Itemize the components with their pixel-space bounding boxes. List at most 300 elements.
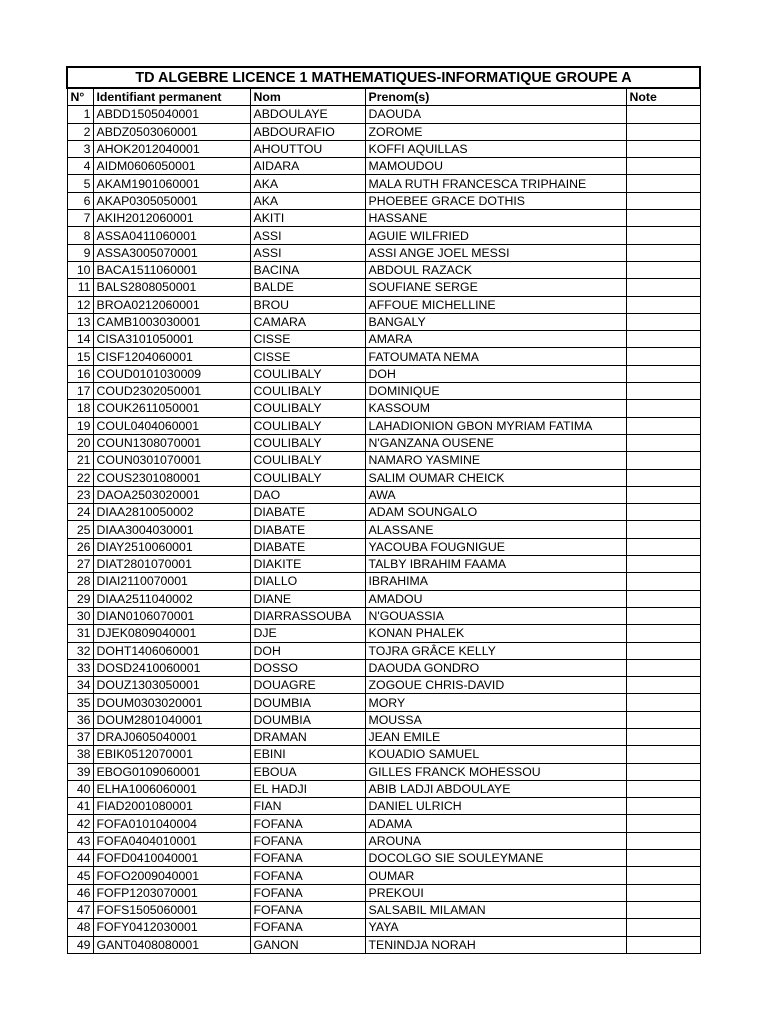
student-note[interactable] <box>626 140 700 157</box>
student-nom: DIAKITE <box>250 556 365 573</box>
student-note[interactable] <box>626 365 700 382</box>
row-number: 45 <box>67 867 93 884</box>
student-note[interactable] <box>626 261 700 278</box>
student-prenom: LAHADIONION GBON MYRIAM FATIMA <box>365 417 626 434</box>
student-id: AHOK2012040001 <box>93 140 250 157</box>
student-id: AKAM1901060001 <box>93 175 250 192</box>
student-id: CAMB1003030001 <box>93 313 250 330</box>
table-row <box>67 677 700 694</box>
student-nom: EL HADJI <box>250 780 365 797</box>
student-prenom: PREKOUI <box>365 884 626 901</box>
table-row <box>67 158 700 175</box>
row-number: 35 <box>67 694 93 711</box>
student-note[interactable] <box>626 728 700 745</box>
row-number: 26 <box>67 538 93 555</box>
student-prenom: IBRAHIMA <box>365 573 626 590</box>
row-number: 46 <box>67 884 93 901</box>
student-nom: DOSSO <box>250 659 365 676</box>
student-nom: AIDARA <box>250 158 365 175</box>
student-note[interactable] <box>626 884 700 901</box>
table-row <box>67 884 700 901</box>
student-id: COUL0404060001 <box>93 417 250 434</box>
row-number: 1 <box>67 106 93 123</box>
student-id: DAOA2503020001 <box>93 486 250 503</box>
student-note[interactable] <box>626 123 700 140</box>
row-number: 36 <box>67 711 93 728</box>
row-number: 12 <box>67 296 93 313</box>
student-id: COUS2301080001 <box>93 469 250 486</box>
student-note[interactable] <box>626 279 700 296</box>
student-id: COUN0301070001 <box>93 452 250 469</box>
table-row <box>67 936 700 953</box>
student-id: DIAA3004030001 <box>93 521 250 538</box>
table-row <box>67 175 700 192</box>
table-row <box>67 867 700 884</box>
student-nom: DAO <box>250 486 365 503</box>
student-prenom: ZOROME <box>365 123 626 140</box>
row-number: 47 <box>67 901 93 918</box>
student-nom: FIAN <box>250 798 365 815</box>
row-number: 19 <box>67 417 93 434</box>
table-row <box>67 227 700 244</box>
header-id: Identifiant permanent <box>93 88 250 106</box>
table-row <box>67 417 700 434</box>
student-id: COUD2302050001 <box>93 383 250 400</box>
student-table <box>66 66 701 954</box>
row-number: 33 <box>67 659 93 676</box>
table-row <box>67 244 700 261</box>
row-number: 22 <box>67 469 93 486</box>
student-note[interactable] <box>626 746 700 763</box>
student-nom: COULIBALY <box>250 434 365 451</box>
student-prenom: MAMOUDOU <box>365 158 626 175</box>
student-nom: DOUAGRE <box>250 677 365 694</box>
table-row <box>67 434 700 451</box>
student-nom: COULIBALY <box>250 417 365 434</box>
table-row <box>67 919 700 936</box>
row-number: 4 <box>67 158 93 175</box>
student-nom: GANON <box>250 936 365 953</box>
student-prenom: KOFFI AQUILLAS <box>365 140 626 157</box>
table-row <box>67 625 700 642</box>
student-id: DJEK0809040001 <box>93 625 250 642</box>
student-id: DOSD2410060001 <box>93 659 250 676</box>
student-nom: DOUMBIA <box>250 711 365 728</box>
student-note[interactable] <box>626 607 700 624</box>
student-note[interactable] <box>626 296 700 313</box>
row-number: 25 <box>67 521 93 538</box>
student-prenom: BANGALY <box>365 313 626 330</box>
row-number: 31 <box>67 625 93 642</box>
student-id: FOFP1203070001 <box>93 884 250 901</box>
student-note[interactable] <box>626 832 700 849</box>
student-nom: ASSI <box>250 227 365 244</box>
student-note[interactable] <box>626 556 700 573</box>
student-prenom: MALA RUTH FRANCESCA TRIPHAINE <box>365 175 626 192</box>
student-id: DIAA2810050002 <box>93 504 250 521</box>
student-id: COUK2611050001 <box>93 400 250 417</box>
student-note[interactable] <box>626 486 700 503</box>
student-nom: EBINI <box>250 746 365 763</box>
student-nom: FOFANA <box>250 867 365 884</box>
row-number: 11 <box>67 279 93 296</box>
student-id: BALS2808050001 <box>93 279 250 296</box>
table-row <box>67 383 700 400</box>
student-note[interactable] <box>626 850 700 867</box>
student-note[interactable] <box>626 383 700 400</box>
header-prenom: Prenom(s) <box>365 88 626 106</box>
student-prenom: TENINDJA NORAH <box>365 936 626 953</box>
student-note[interactable] <box>626 919 700 936</box>
row-number: 24 <box>67 504 93 521</box>
student-prenom: ALASSANE <box>365 521 626 538</box>
table-row <box>67 279 700 296</box>
row-number: 23 <box>67 486 93 503</box>
student-note[interactable] <box>626 815 700 832</box>
student-note[interactable] <box>626 504 700 521</box>
student-prenom: TALBY IBRAHIM FAAMA <box>365 556 626 573</box>
student-note[interactable] <box>626 642 700 659</box>
student-note[interactable] <box>626 590 700 607</box>
student-nom: FOFANA <box>250 850 365 867</box>
row-number: 38 <box>67 746 93 763</box>
student-id: DOUM0303020001 <box>93 694 250 711</box>
student-id: CISF1204060001 <box>93 348 250 365</box>
table-row <box>67 780 700 797</box>
student-prenom: AMADOU <box>365 590 626 607</box>
student-note[interactable] <box>626 244 700 261</box>
table-row <box>67 746 700 763</box>
student-prenom: DANIEL ULRICH <box>365 798 626 815</box>
student-id: COUD0101030009 <box>93 365 250 382</box>
row-number: 17 <box>67 383 93 400</box>
student-note[interactable] <box>626 936 700 953</box>
row-number: 15 <box>67 348 93 365</box>
student-prenom: DOMINIQUE <box>365 383 626 400</box>
row-number: 29 <box>67 590 93 607</box>
row-number: 20 <box>67 434 93 451</box>
student-id: AIDM0606050001 <box>93 158 250 175</box>
student-id: COUN1308070001 <box>93 434 250 451</box>
student-note[interactable] <box>626 625 700 642</box>
table-row <box>67 815 700 832</box>
student-id: DIAT2801070001 <box>93 556 250 573</box>
student-prenom: MOUSSA <box>365 711 626 728</box>
student-id: FOFS1505060001 <box>93 901 250 918</box>
student-id: BACA1511060001 <box>93 261 250 278</box>
student-prenom: AMARA <box>365 331 626 348</box>
student-nom: DOH <box>250 642 365 659</box>
table-row <box>67 331 700 348</box>
student-note[interactable] <box>626 175 700 192</box>
row-number: 49 <box>67 936 93 953</box>
table-row <box>67 296 700 313</box>
student-prenom: GILLES FRANCK MOHESSOU <box>365 763 626 780</box>
student-nom: COULIBALY <box>250 365 365 382</box>
table-row <box>67 556 700 573</box>
table-row <box>67 590 700 607</box>
student-note[interactable] <box>626 521 700 538</box>
student-id: ASSA3005070001 <box>93 244 250 261</box>
student-nom: CISSE <box>250 348 365 365</box>
student-prenom: ZOGOUE CHRIS-DAVID <box>365 677 626 694</box>
student-id: DOHT1406060001 <box>93 642 250 659</box>
student-prenom: SALIM OUMAR CHEICK <box>365 469 626 486</box>
student-note[interactable] <box>626 210 700 227</box>
student-nom: FOFANA <box>250 815 365 832</box>
table-row <box>67 365 700 382</box>
student-nom: BACINA <box>250 261 365 278</box>
student-nom: AKA <box>250 175 365 192</box>
student-note[interactable] <box>626 417 700 434</box>
student-nom: BROU <box>250 296 365 313</box>
student-nom: ASSI <box>250 244 365 261</box>
row-number: 27 <box>67 556 93 573</box>
student-nom: DIARRASSOUBA <box>250 607 365 624</box>
student-id: FOFA0101040004 <box>93 815 250 832</box>
row-number: 8 <box>67 227 93 244</box>
student-note[interactable] <box>626 677 700 694</box>
student-id: FIAD2001080001 <box>93 798 250 815</box>
student-nom: CAMARA <box>250 313 365 330</box>
student-id: FOFY0412030001 <box>93 919 250 936</box>
student-note[interactable] <box>626 469 700 486</box>
table-row <box>67 538 700 555</box>
row-number: 37 <box>67 728 93 745</box>
student-prenom: AWA <box>365 486 626 503</box>
row-number: 9 <box>67 244 93 261</box>
student-prenom: DOCOLGO SIE SOULEYMANE <box>365 850 626 867</box>
row-number: 7 <box>67 210 93 227</box>
student-note[interactable] <box>626 780 700 797</box>
table-row <box>67 763 700 780</box>
student-prenom: SALSABIL MILAMAN <box>365 901 626 918</box>
row-number: 41 <box>67 798 93 815</box>
student-prenom: ADAM SOUNGALO <box>365 504 626 521</box>
student-id: EBIK0512070001 <box>93 746 250 763</box>
student-nom: DOUMBIA <box>250 694 365 711</box>
table-row <box>67 659 700 676</box>
row-number: 39 <box>67 763 93 780</box>
row-number: 21 <box>67 452 93 469</box>
table-row <box>67 106 700 123</box>
student-note[interactable] <box>626 659 700 676</box>
student-nom: DIABATE <box>250 521 365 538</box>
student-nom: AKA <box>250 192 365 209</box>
table-row <box>67 348 700 365</box>
table-row <box>67 192 700 209</box>
student-id: AKAP0305050001 <box>93 192 250 209</box>
student-prenom: FATOUMATA NEMA <box>365 348 626 365</box>
table-row <box>67 313 700 330</box>
student-note[interactable] <box>626 227 700 244</box>
student-prenom: DAOUDA <box>365 106 626 123</box>
student-prenom: ADAMA <box>365 815 626 832</box>
student-note[interactable] <box>626 711 700 728</box>
row-number: 28 <box>67 573 93 590</box>
student-prenom: HASSANE <box>365 210 626 227</box>
row-number: 5 <box>67 175 93 192</box>
student-prenom: OUMAR <box>365 867 626 884</box>
student-nom: DIANE <box>250 590 365 607</box>
row-number: 44 <box>67 850 93 867</box>
student-note[interactable] <box>626 763 700 780</box>
student-prenom: YACOUBA FOUGNIGUE <box>365 538 626 555</box>
student-note[interactable] <box>626 348 700 365</box>
row-number: 3 <box>67 140 93 157</box>
student-prenom: YAYA <box>365 919 626 936</box>
student-prenom: KOUADIO SAMUEL <box>365 746 626 763</box>
table-row <box>67 607 700 624</box>
student-prenom: NAMARO YASMINE <box>365 452 626 469</box>
student-id: ASSA0411060001 <box>93 227 250 244</box>
student-prenom: KONAN PHALEK <box>365 625 626 642</box>
student-note[interactable] <box>626 452 700 469</box>
row-number: 6 <box>67 192 93 209</box>
student-nom: FOFANA <box>250 832 365 849</box>
row-number: 13 <box>67 313 93 330</box>
student-nom: FOFANA <box>250 919 365 936</box>
student-note[interactable] <box>626 694 700 711</box>
student-note[interactable] <box>626 400 700 417</box>
student-nom: AKITI <box>250 210 365 227</box>
student-note[interactable] <box>626 313 700 330</box>
student-id: CISA3101050001 <box>93 331 250 348</box>
table-row <box>67 901 700 918</box>
student-prenom: DAOUDA GONDRO <box>365 659 626 676</box>
student-nom: COULIBALY <box>250 452 365 469</box>
student-note[interactable] <box>626 192 700 209</box>
student-note[interactable] <box>626 901 700 918</box>
student-nom: BALDE <box>250 279 365 296</box>
row-number: 48 <box>67 919 93 936</box>
table-row <box>67 261 700 278</box>
row-number: 18 <box>67 400 93 417</box>
student-nom: EBOUA <box>250 763 365 780</box>
row-number: 2 <box>67 123 93 140</box>
student-id: DOUM2801040001 <box>93 711 250 728</box>
table-row <box>67 140 700 157</box>
student-prenom: DOH <box>365 365 626 382</box>
student-id: ABDD1505040001 <box>93 106 250 123</box>
table-row <box>67 711 700 728</box>
student-note[interactable] <box>626 158 700 175</box>
table-row <box>67 832 700 849</box>
row-number: 43 <box>67 832 93 849</box>
student-prenom: SOUFIANE SERGE <box>365 279 626 296</box>
student-id: BROA0212060001 <box>93 296 250 313</box>
student-id: FOFO2009040001 <box>93 867 250 884</box>
table-row <box>67 798 700 815</box>
row-number: 30 <box>67 607 93 624</box>
student-nom: ABDOULAYE <box>250 106 365 123</box>
student-prenom: ABIB LADJI ABDOULAYE <box>365 780 626 797</box>
student-prenom: AGUIE WILFRIED <box>365 227 626 244</box>
header-nom: Nom <box>250 88 365 106</box>
student-id: DIAY2510060001 <box>93 538 250 555</box>
student-note[interactable] <box>626 434 700 451</box>
student-note[interactable] <box>626 538 700 555</box>
table-row <box>67 521 700 538</box>
table-row <box>67 694 700 711</box>
student-nom: DRAMAN <box>250 728 365 745</box>
row-number: 10 <box>67 261 93 278</box>
student-nom: DIALLO <box>250 573 365 590</box>
student-prenom: PHOEBEE GRACE DOTHIS <box>365 192 626 209</box>
student-id: AKIH2012060001 <box>93 210 250 227</box>
table-title-row <box>67 67 700 88</box>
student-nom: ABDOURAFIO <box>250 123 365 140</box>
student-prenom: AFFOUE MICHELLINE <box>365 296 626 313</box>
student-nom: DJE <box>250 625 365 642</box>
row-number: 32 <box>67 642 93 659</box>
table-row <box>67 123 700 140</box>
student-id: FOFD0410040001 <box>93 850 250 867</box>
student-prenom: N'GOUASSIA <box>365 607 626 624</box>
table-row <box>67 400 700 417</box>
student-id: ELHA1006060001 <box>93 780 250 797</box>
student-nom: DIABATE <box>250 538 365 555</box>
row-number: 34 <box>67 677 93 694</box>
student-note[interactable] <box>626 573 700 590</box>
student-nom: COULIBALY <box>250 469 365 486</box>
student-id: DOUZ1303050001 <box>93 677 250 694</box>
header-num: N° <box>67 88 93 106</box>
table-row <box>67 728 700 745</box>
page-title: TD ALGEBRE LICENCE 1 MATHEMATIQUES-INFORMATIQUE GROUPE A <box>67 67 700 88</box>
table-row <box>67 486 700 503</box>
table-row <box>67 504 700 521</box>
student-id: DIAA2511040002 <box>93 590 250 607</box>
student-nom: COULIBALY <box>250 400 365 417</box>
student-prenom: KASSOUM <box>365 400 626 417</box>
student-prenom: JEAN EMILE <box>365 728 626 745</box>
student-nom: FOFANA <box>250 884 365 901</box>
student-list-sheet <box>66 66 699 954</box>
student-nom: AHOUTTOU <box>250 140 365 157</box>
student-id: ABDZ0503060001 <box>93 123 250 140</box>
student-prenom: AROUNA <box>365 832 626 849</box>
student-id: GANT0408080001 <box>93 936 250 953</box>
student-note[interactable] <box>626 106 700 123</box>
student-id: DRAJ0605040001 <box>93 728 250 745</box>
student-nom: DIABATE <box>250 504 365 521</box>
table-row <box>67 452 700 469</box>
student-id: FOFA0404010001 <box>93 832 250 849</box>
row-number: 40 <box>67 780 93 797</box>
row-number: 42 <box>67 815 93 832</box>
student-prenom: MORY <box>365 694 626 711</box>
student-nom: CISSE <box>250 331 365 348</box>
student-prenom: N'GANZANA OUSENE <box>365 434 626 451</box>
student-note[interactable] <box>626 798 700 815</box>
student-id: DIAI2110070001 <box>93 573 250 590</box>
student-note[interactable] <box>626 331 700 348</box>
student-id: DIAN0106070001 <box>93 607 250 624</box>
student-prenom: TOJRA GRÂCE KELLY <box>365 642 626 659</box>
student-note[interactable] <box>626 867 700 884</box>
table-row <box>67 469 700 486</box>
student-prenom: ASSI ANGE JOEL MESSI <box>365 244 626 261</box>
student-id: EBOG0109060001 <box>93 763 250 780</box>
table-row <box>67 850 700 867</box>
table-row <box>67 210 700 227</box>
student-nom: COULIBALY <box>250 383 365 400</box>
student-nom: FOFANA <box>250 901 365 918</box>
header-note: Note <box>626 88 700 106</box>
student-prenom: ABDOUL RAZACK <box>365 261 626 278</box>
table-row <box>67 573 700 590</box>
